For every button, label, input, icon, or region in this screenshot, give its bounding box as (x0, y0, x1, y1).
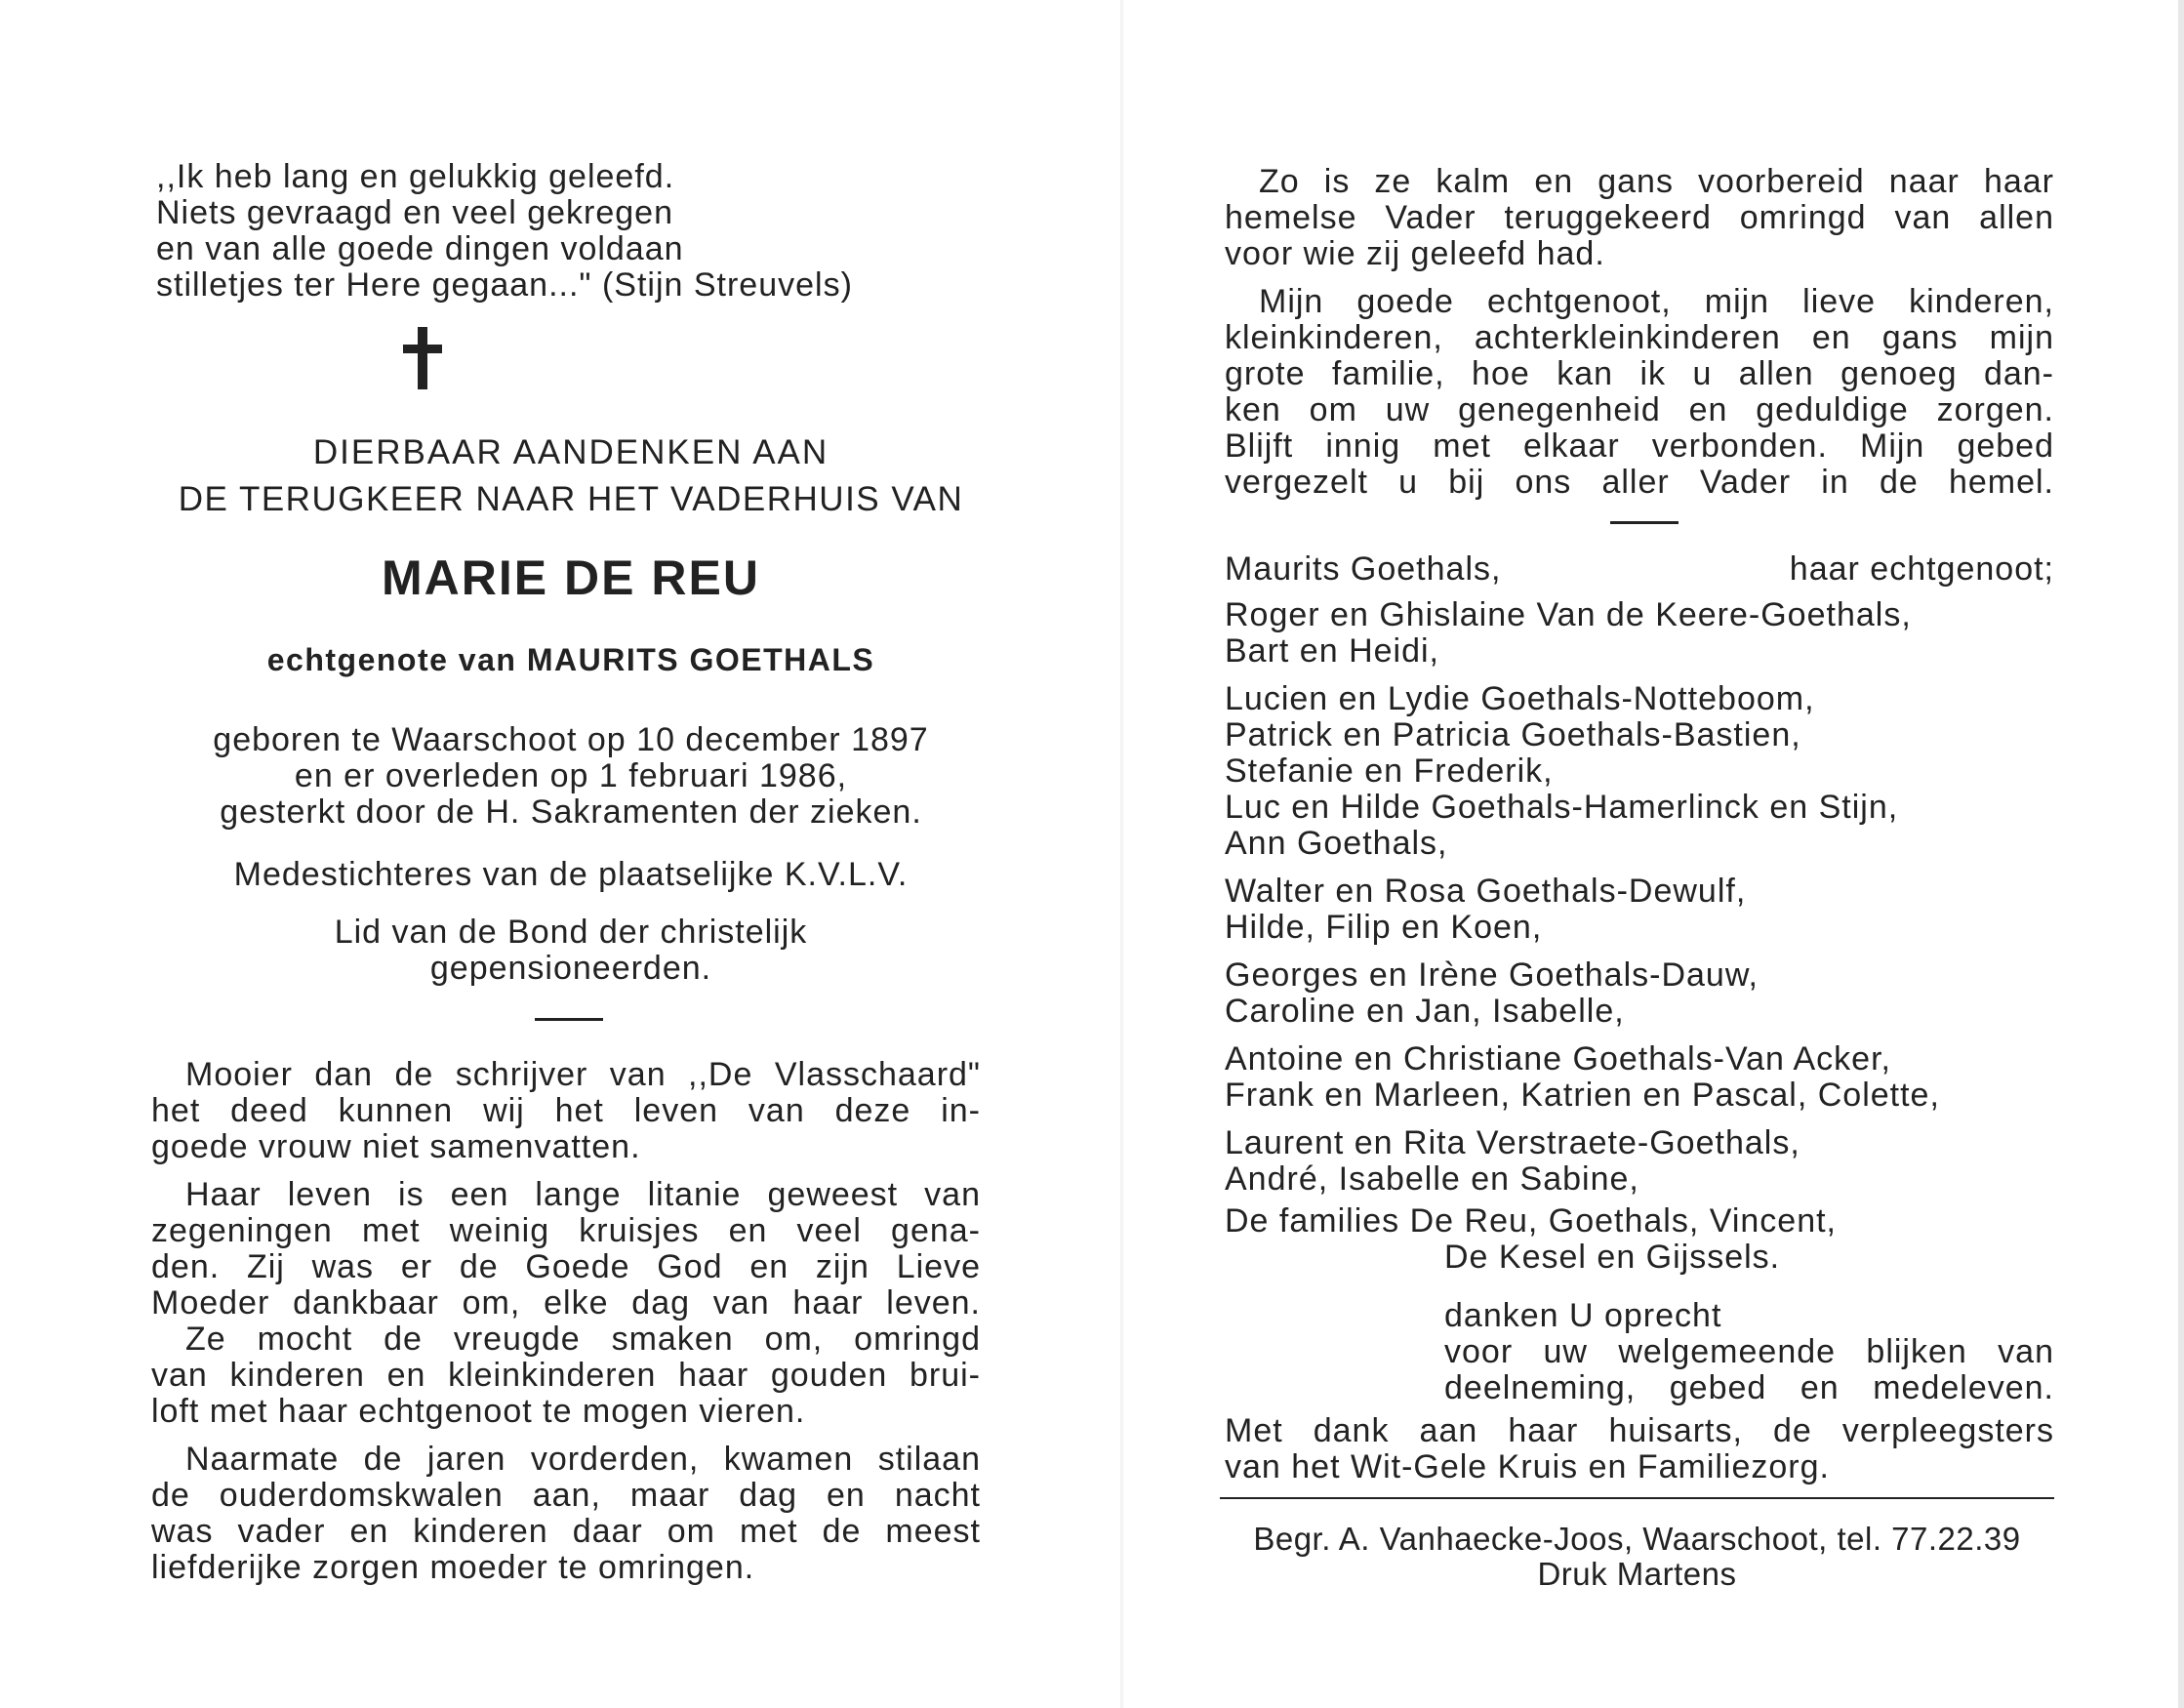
family-line: Caroline en Jan, Isabelle, (1225, 993, 1625, 1030)
card-edge (2178, 0, 2184, 1708)
printer-line: Druk Martens (1537, 1556, 1737, 1592)
undertaker-line: Begr. A. Vanhaecke-Joos, Waarschoot, tel. 77.22.39 (1253, 1521, 2021, 1557)
families-line: De families De Reu, Goethals, Vincent, (1225, 1202, 1837, 1240)
spouse-name: Maurits Goethals, (1225, 550, 1502, 588)
spouse-role: haar echtgenoot; (1789, 550, 2054, 588)
family-line: Antoine en Christiane Goethals-Van Acker, (1225, 1040, 1891, 1078)
bio-line: goede vrouw niet samenvatten. (151, 1128, 641, 1165)
bio-line: Ze mocht de vreugde smaken om, omringd (185, 1321, 981, 1358)
bio-line: Mooier dan de schrijver van ,,De Vlasschaard" (185, 1056, 981, 1093)
family-line: Laurent en Rita Verstraete-Goethals, (1225, 1124, 1800, 1161)
quote-line: en van alle goede dingen voldaan (156, 230, 684, 267)
card-fold (1120, 0, 1123, 1708)
bio-line: den. Zij was er de Goede God en zijn Lieve (151, 1248, 981, 1285)
bio-line: Moeder dankbaar om, elke dag van haar leven. (151, 1284, 981, 1322)
family-line: Stefanie en Frederik, (1225, 752, 1554, 790)
cross-icon (395, 327, 454, 395)
heading-line: DE TERUGKEER NAAR HET VADERHUIS VAN (178, 480, 964, 518)
intro-line: hemelse Vader teruggekeerd omringd van allen (1225, 199, 2054, 236)
bio-line: de ouderdomskwalen aan, maar dag en nacht (151, 1477, 981, 1514)
intro-line: Zo is ze kalm en gans voorbereid naar haar (1259, 163, 2054, 200)
quote (156, 159, 986, 304)
intro (1225, 164, 2054, 512)
family-group (1225, 1041, 2054, 1114)
family-line: André, Isabelle en Sabine, (1225, 1160, 1639, 1198)
bio-line: liefderijke zorgen moeder te omringen. (151, 1549, 755, 1586)
thanks (1444, 1298, 2054, 1406)
quote-line: ,,Ik heb lang en gelukkig geleefd. (156, 158, 675, 195)
left-panel (146, 0, 986, 1708)
separator (1610, 521, 1678, 524)
family-group (1225, 874, 2054, 946)
founder-line: Medestichteres van de plaatselijke K.V.L.V. (233, 856, 909, 893)
thanks-line: deelneming, gebed en medeleven. (1444, 1369, 2054, 1406)
family-group (1225, 597, 2054, 670)
family-group (1225, 957, 2054, 1030)
closing-line: van het Wit-Gele Kruis en Familiezorg. (1225, 1448, 1830, 1485)
bio-line: was vader en kinderen daar om met de meest (151, 1513, 981, 1550)
bio-line: Haar leven is een lange litanie geweest van (185, 1176, 981, 1213)
thanks-line: danken U oprecht (1444, 1297, 1722, 1334)
family-line: Walter en Rosa Goethals-Dewulf, (1225, 873, 1747, 910)
bio-line: van kinderen en kleinkinderen haar gouden brui- (151, 1357, 981, 1394)
family-line: Frank en Marleen, Katrien en Pascal, Colette, (1225, 1077, 1940, 1114)
deceased-name: MARIE DE REU (382, 550, 760, 605)
intro-line: Mijn goede echtgenoot, mijn lieve kinderen, (1259, 283, 2054, 320)
quote-line: stilletjes ter Here gegaan..." (Stijn Streuvels) (156, 266, 853, 304)
families-line: De Kesel en Gijssels. (1444, 1239, 1781, 1276)
spouse-line: echtgenote van MAURITS GOETHALS (266, 642, 875, 677)
family-line: Lucien en Lydie Goethals-Notteboom, (1225, 680, 1815, 717)
family-line: Hilde, Filip en Koen, (1225, 909, 1543, 946)
bio-line: zegeningen met weinig kruisjes en veel gena- (151, 1212, 981, 1249)
bio-line: loft met haar echtgenoot te mogen vieren. (151, 1393, 806, 1430)
family-line: Bart en Heidi, (1225, 632, 1439, 670)
footer-rule (1220, 1497, 2054, 1499)
family-line: Roger en Ghislaine Van de Keere-Goethals, (1225, 596, 1912, 633)
thanks-line: voor uw welgemeende blijken van (1444, 1333, 2054, 1370)
intro-line: kleinkinderen, achterkleinkinderen en gans mijn (1225, 319, 2054, 356)
family-line: Patrick en Patricia Goethals-Bastien, (1225, 716, 1801, 753)
intro-line: grote familie, hoe kan ik u allen genoeg dan- (1225, 355, 2054, 392)
member-line: gepensioneerden. (429, 950, 712, 987)
birth-line: gesterkt door de H. Sakramenten der zieken. (220, 793, 922, 831)
family-group (1225, 1125, 2054, 1198)
family-list (1225, 597, 2054, 1209)
bio-line: Naarmate de jaren vorderden, kwamen stilaan (185, 1441, 981, 1478)
birth-line: geboren te Waarschoot op 10 december 1897 (213, 721, 929, 758)
intro-line: vergezelt u bij ons aller Vader in de hemel. (1225, 464, 2054, 501)
closing (1225, 1413, 2054, 1485)
member-line: Lid van de Bond der christelijk (334, 914, 808, 951)
intro-paragraph (1225, 164, 2054, 272)
family-line: Georges en Irène Goethals-Dauw, (1225, 956, 1759, 994)
intro-line: voor wie zij geleefd had. (1225, 235, 1605, 272)
family-line: Ann Goethals, (1225, 825, 1448, 862)
intro-line: ken om uw genegenheid en geduldige zorgen. (1225, 391, 2054, 428)
quote-line: Niets gevraagd en veel gekregen (156, 194, 673, 231)
right-panel (1220, 0, 2059, 1708)
families (1225, 1203, 2054, 1276)
closing-line: Met dank aan haar huisarts, de verpleegsters (1225, 1412, 2054, 1449)
birth-line: en er overleden op 1 februari 1986, (294, 757, 848, 794)
family-line: Luc en Hilde Goethals-Hamerlinck en Stijn, (1225, 789, 1899, 826)
intro-paragraph (1225, 284, 2054, 501)
heading-line: DIERBAAR AANDENKEN AAN (312, 433, 829, 471)
bio-line: het deed kunnen wij het leven van deze in- (151, 1092, 981, 1129)
spouse-row (1225, 551, 2054, 590)
family-group (1225, 681, 2054, 862)
intro-line: Blijft innig met elkaar verbonden. Mijn gebed (1225, 427, 2054, 465)
